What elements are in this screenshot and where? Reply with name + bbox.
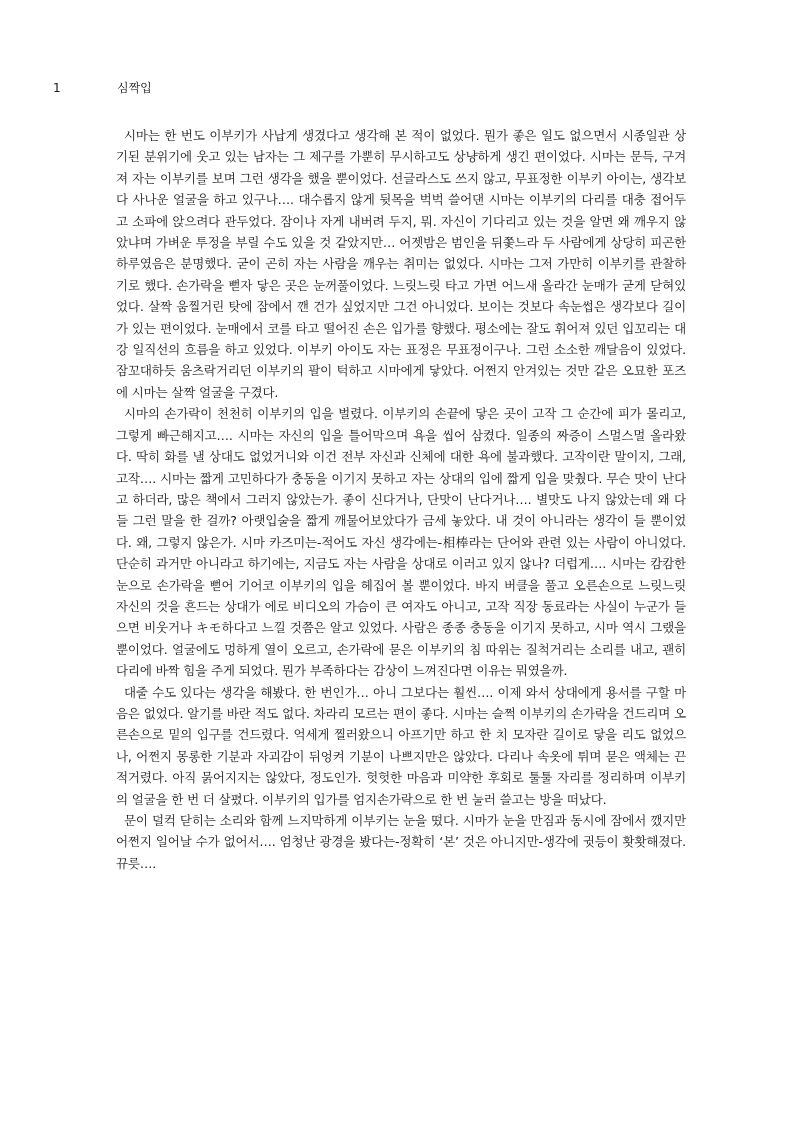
- paragraph: 시마의 손가락이 천천히 이부키의 입을 벌렸다. 이부키의 손끝에 닿은 곳이 고작 그 순간에 피가 몰리고, 그렇게 빠근해지고…. 시마는 자신의 입을 틀어막으며 욕을 씹어 삼켰다. 일종의 짜증이 스멀스멀 올라왔다. 딱히 화를 낼 상대도 없었거니와 이건 전부 자신과 신체에 대한 욕에 불과했다. 고작이란 말이지, 그래, 고작…. 시마는 짧게 고민하다가 충동을 이기지 못하고 자는 상대의 입에 짧게 입을 맞췄다. 무슨 맛이 난다고 하더라, 많은 책에서 그러지 않았는가. 좋이 신다거나, 단맛이 난다거나…. 별맛도 나지 않았는데 왜 다들 그런 말을 한 걸까? 아랫입술을 짧게 깨물어보았다가 금세 놓았다. 내 것이 아니라는 생각이 들 뿐이었다. 왜, 그렇지 않은가. 시마 카즈미는-적어도 자신 생각에는-相棒라는 단어와 관련 있는 사람이 아니었다. 단순히 과거만 아니라고 하기에는, 지금도 자는 사람을 상대로 이러고 있지 않나? 더럽게…. 시마는 캄캄한 눈으로 손가락을 뻗어 기어코 이부키의 입을 헤집어 볼 뿐이었다. 바지 버클을 풀고 오른손으로 느릿느릿 자신의 것을 흔드는 상대가 에로 비디오의 가슴이 큰 여자도 아니고, 고작 직장 동료라는 사실이 누군가 들으면 비웃거나 キモ하다고 느낄 것쯤은 알고 있었다. 사람은 종종 충동을 이기지 못하고, 시마 역시 그랬을 뿐이었다. 얼굴에도 멍하게 열이 오르고, 손가락에 묻은 이부키의 침 따위는 질척거리는 소리를 내고, 괜히 다리에 바짝 힘을 주게 되었다. 뭔가 부족하다는 감상이 느껴진다면 이유는 뭐였을까.: [116, 406, 686, 679]
- paragraph: 문이 덜컥 닫히는 소리와 함께 느지막하게 이부키는 눈을 떴다. 시마가 눈을 만짐과 동시에 잠에서 깼지만 어쩐지 일어날 수가 없어서…. 엄청난 광경을 봤다는-정확히 ‘본’ 것은 아니지만-생각에 귓등이 홧홧해졌다. 뀨릇….: [116, 813, 686, 871]
- paragraph: 대줄 수도 있다는 생각을 해봤다. 한 번인가… 아니 그보다는 훨씬…. 이제 와서 상대에게 용서를 구할 마음은 없었다. 알기를 바란 적도 없다. 차라리 모르는 편이 좋다. 시마는 슬쩍 이부키의 손가락을 건드리며 오른손으로 밑의 입구를 건드렸다. 억세게 찔러왔으니 아프기만 하고 한 치 모자란 길이로 닿을 리도 없었으나, 어쩐지 몽롱한 기분과 자괴감이 뒤엉켜 기분이 나쁘지만은 않았다. 다리나 속옷에 튀며 묻은 액체는 끈적거렸다. 아직 묽어지지는 않았다, 정도인가. 헛헛한 마음과 미약한 후회로 툴툴 자리를 정리하며 이부키의 얼굴을 한 번 더 살폈다. 이부키의 입가를 엄지손가락으로 한 번 눌러 쓸고는 방을 떠났다.: [116, 684, 686, 807]
- running-title: 심짝입: [117, 81, 152, 95]
- page-number: 1: [53, 81, 61, 95]
- body-text: [116, 125, 686, 874]
- page-header: [53, 78, 753, 98]
- paragraph: 시마는 한 번도 이부키가 사납게 생겼다고 생각해 본 적이 없었다. 뭔가 좋은 일도 없으면서 시종일관 상기된 분위기에 웃고 있는 남자는 그 제구를 가뿐히 무시하고도 상냥하게 생긴 편이었다. 시마는 문득, 구겨져 자는 이부키를 보며 그런 생각을 했을 뿐이었다. 선글라스도 쓰지 않고, 무표정한 이부키 아이는, 생각보다 사나운 얼굴을 하고 있구나…. 대수롭지 않게 뒷목을 벅벅 쓸어댄 시마는 이부키의 다리를 대충 접어두고 소파에 앉으려다 관두었다. 잠이나 자게 내버려 두지, 뭐. 자신이 기다리고 있는 것을 알면 왜 깨우지 않았냐며 가벼운 투정을 부릴 수도 있을 것 같았지만… 어젯밤은 범인을 뒤쫓느라 두 사람에게 상당히 피곤한 하루였음은 분명했다. 굳이 곤히 자는 사람을 깨우는 취미는 없었다. 시마는 그저 가만히 이부키를 관찰하기로 했다. 손가락을 뻗자 닿은 곳은 눈꺼풀이었다. 느릿느릿 타고 가면 어느새 올라간 눈매가 굳게 닫혀있었다. 살짝 움찔거린 탓에 잠에서 깬 건가 싶었지만 그건 아니었다. 보이는 것보다 속눈썹은 생각보다 길이가 있는 편이었다. 눈매에서 코를 타고 떨어진 손은 입가를 향했다. 평소에는 잘도 휘어져 있던 입꼬리는 대강 일직선의 흐름을 하고 있었다. 이부키 아이도 자는 표정은 무표정이구나. 그런 소소한 깨달음이 있었다. 잠꼬대하듯 움츠락거리던 이부키의 팔이 턱하고 시마에게 닿았다. 어쩐지 안겨있는 것만 같은 오묘한 포즈에 시마는 살짝 얼굴을 구겼다.: [116, 128, 686, 400]
